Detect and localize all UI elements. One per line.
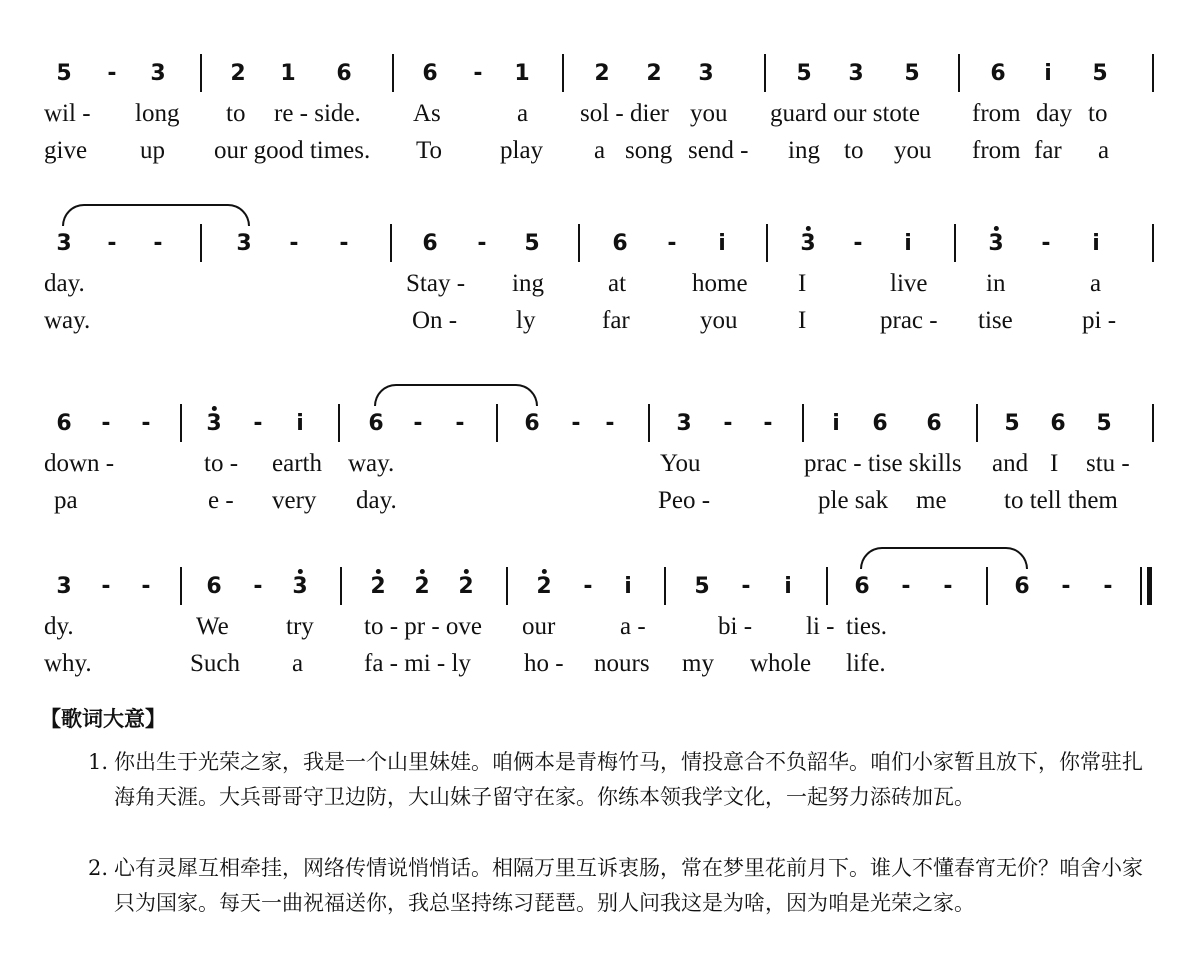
lyric: pa	[54, 487, 78, 514]
barline	[1152, 224, 1154, 262]
note: 3	[292, 573, 307, 601]
note: 6	[872, 411, 888, 436]
tie-arc	[62, 204, 250, 226]
score-system-4	[0, 573, 1192, 733]
lyric: send -	[688, 137, 749, 164]
lyric: a	[292, 650, 304, 677]
lyric: way.	[44, 307, 91, 334]
lyric: to -	[204, 450, 239, 477]
lyric: nours	[594, 650, 650, 677]
barline	[578, 224, 580, 262]
note: 6	[1014, 574, 1030, 599]
note: -	[455, 411, 465, 436]
note: -	[101, 411, 111, 436]
lyric: my	[682, 650, 714, 677]
lyric: life.	[846, 650, 886, 677]
note: 6	[422, 231, 438, 256]
barline	[664, 567, 666, 605]
lyric: give	[44, 137, 88, 164]
note: -	[1061, 574, 1071, 599]
note: 6	[336, 61, 352, 86]
note: 1	[280, 61, 296, 86]
barline	[180, 567, 182, 605]
octave-dot	[464, 569, 469, 574]
final-barline-thin	[1140, 567, 1142, 605]
lyric: pi -	[1082, 307, 1117, 334]
lyric: you	[700, 307, 738, 334]
lyric: try	[286, 613, 314, 640]
lyric: ing	[512, 270, 544, 297]
note: 3	[848, 61, 864, 86]
barline	[648, 404, 650, 442]
note: i	[296, 411, 304, 436]
note: -	[253, 574, 263, 599]
barline	[390, 224, 392, 262]
lyric: On -	[412, 307, 458, 334]
section-title: 【歌词大意】	[40, 706, 166, 731]
note: 5	[56, 61, 72, 86]
note: 3	[56, 574, 72, 599]
note: i	[1044, 61, 1052, 86]
barline	[958, 54, 960, 92]
lyric: far	[602, 307, 630, 334]
score-system-3	[0, 410, 1192, 570]
paragraph-number: 2.	[88, 856, 109, 880]
lyric: song	[625, 137, 673, 164]
note: -	[473, 61, 483, 86]
lyric: from	[972, 137, 1021, 164]
barline	[802, 404, 804, 442]
lyric: To	[416, 137, 443, 164]
score-system-1	[0, 60, 1192, 220]
note: 5	[796, 61, 812, 86]
lyric: As	[413, 100, 441, 127]
octave-dot	[298, 569, 303, 574]
note: -	[107, 61, 117, 86]
lyric: ties.	[846, 613, 887, 640]
lyric: stu -	[1086, 450, 1130, 477]
note: -	[901, 574, 911, 599]
lyric: tise	[978, 307, 1013, 334]
note: -	[583, 574, 593, 599]
lyric: day	[1036, 100, 1073, 127]
octave-dot	[376, 569, 381, 574]
lyric: ly	[516, 307, 536, 334]
note: i	[624, 574, 632, 599]
note: i	[718, 231, 726, 256]
lyric: ple sak	[818, 487, 889, 514]
barline	[200, 224, 202, 262]
note: -	[741, 574, 751, 599]
lyric: to	[1088, 100, 1108, 127]
lyric: bi -	[718, 613, 753, 640]
barline	[1152, 404, 1154, 442]
barline	[496, 404, 498, 442]
lyric: fa - mi - ly	[364, 650, 471, 677]
note: i	[784, 574, 792, 599]
lyric: you	[894, 137, 932, 164]
lyric: down -	[44, 450, 115, 477]
lyric: a	[594, 137, 606, 164]
paragraph-number: 1.	[88, 750, 109, 774]
lyric: a	[1098, 137, 1110, 164]
barline	[180, 404, 182, 442]
paragraph-text: 心有灵犀互相牵挂，网络传情说悄悄话。相隔万里互诉衷肠，常在梦里花前月下。谁人不懂春宵无价？咱舍小家只为国家。每天一曲祝福送你，我总坚持练习琵琶。别人问我这是为啥，因为咱是光荣之家。	[114, 856, 1143, 915]
lyric: guard our stote	[770, 100, 920, 127]
paragraph-1	[88, 745, 1148, 815]
note: i	[904, 231, 912, 256]
octave-dot	[542, 569, 547, 574]
note: 2	[230, 61, 246, 86]
lyric: play	[500, 137, 544, 164]
note: i	[1092, 231, 1100, 256]
barline	[338, 404, 340, 442]
lyric: to	[226, 100, 246, 127]
lyric: I	[798, 270, 807, 297]
note: i	[832, 411, 840, 436]
lyric: sol - dier	[580, 100, 669, 127]
lyric: I	[798, 307, 807, 334]
note: -	[1041, 231, 1051, 256]
lyric: Stay -	[406, 270, 466, 297]
lyric: to tell them	[1004, 487, 1118, 514]
note: 3	[150, 61, 166, 86]
barline	[764, 54, 766, 92]
lyric: ing	[788, 137, 820, 164]
tie-arc	[374, 384, 538, 406]
lyric: from	[972, 100, 1021, 127]
barline	[766, 224, 768, 262]
lyric: home	[692, 270, 748, 297]
note: 5	[904, 61, 920, 86]
note: 6	[368, 411, 384, 436]
score-system-2	[0, 230, 1192, 390]
note: -	[339, 231, 349, 256]
note: 6	[926, 411, 942, 436]
lyric: I	[1050, 450, 1059, 477]
note: -	[141, 411, 151, 436]
barline	[954, 224, 956, 262]
octave-dot	[212, 406, 217, 411]
lyric: up	[140, 137, 165, 164]
note: 5	[1096, 411, 1112, 436]
barline	[826, 567, 828, 605]
note: -	[763, 411, 773, 436]
note: 3	[676, 411, 692, 436]
note: -	[101, 574, 111, 599]
note: 5	[694, 574, 710, 599]
note: 3	[236, 231, 252, 256]
note: 6	[524, 411, 540, 436]
note: 3	[56, 231, 72, 256]
lyric: day.	[44, 270, 85, 297]
note: -	[723, 411, 733, 436]
note: 6	[56, 411, 72, 436]
lyric: very	[272, 487, 317, 514]
lyric: dy.	[44, 613, 74, 640]
octave-dot	[806, 226, 811, 231]
lyric: Such	[190, 650, 240, 677]
note: 3	[206, 410, 221, 438]
note: -	[289, 231, 299, 256]
note: 5	[524, 231, 540, 256]
note: -	[477, 231, 487, 256]
barline	[1152, 54, 1154, 92]
lyric: to - pr - ove	[364, 613, 483, 640]
note: -	[253, 411, 263, 436]
lyric: a	[1090, 270, 1102, 297]
lyric: a	[517, 100, 529, 127]
lyric: ho -	[524, 650, 564, 677]
note: -	[153, 231, 163, 256]
lyric: whole	[750, 650, 812, 677]
barline	[506, 567, 508, 605]
note: 2	[536, 573, 551, 601]
lyric: earth	[272, 450, 322, 477]
note: 3	[800, 230, 815, 258]
note: -	[141, 574, 151, 599]
note: -	[571, 411, 581, 436]
note: -	[667, 231, 677, 256]
lyric: me	[916, 487, 947, 514]
lyric: li -	[806, 613, 835, 640]
lyric: You	[660, 450, 701, 477]
barline	[986, 567, 988, 605]
lyric: wil -	[44, 100, 91, 127]
note: 6	[1050, 411, 1066, 436]
lyric: prac - tise skills	[804, 450, 962, 477]
note: 2	[414, 573, 429, 601]
note: -	[413, 411, 423, 436]
barline	[392, 54, 394, 92]
barline	[976, 404, 978, 442]
lyric: a -	[620, 613, 646, 640]
lyric: long	[135, 100, 180, 127]
note: 6	[206, 574, 222, 599]
note: 3	[988, 230, 1003, 258]
lyric: and	[992, 450, 1029, 477]
note: 2	[370, 573, 385, 601]
octave-dot	[994, 226, 999, 231]
lyric: our good times.	[214, 137, 371, 164]
lyric: We	[196, 613, 229, 640]
barline	[200, 54, 202, 92]
lyric: Peo -	[658, 487, 711, 514]
lyric: day.	[356, 487, 397, 514]
note: 2	[458, 573, 473, 601]
paragraph-text: 你出生于光荣之家，我是一个山里妹娃。咱俩本是青梅竹马，情投意合不负韶华。咱们小家暂且放下，你常驻扎海角天涯。大兵哥哥守卫边防，大山妹子留守在家。你练本领我学文化，一起努力添砖加瓦。	[114, 750, 1143, 809]
note: -	[853, 231, 863, 256]
note: 6	[990, 61, 1006, 86]
note: -	[107, 231, 117, 256]
octave-dot	[420, 569, 425, 574]
paragraph-2	[88, 851, 1148, 921]
barline	[340, 567, 342, 605]
lyric: far	[1034, 137, 1062, 164]
note: -	[1103, 574, 1113, 599]
note: -	[943, 574, 953, 599]
note: 6	[854, 574, 870, 599]
note: 6	[612, 231, 628, 256]
lyric: re - side.	[274, 100, 361, 127]
lyric: prac -	[880, 307, 938, 334]
note: 5	[1092, 61, 1108, 86]
lyric: live	[890, 270, 928, 297]
note: 5	[1004, 411, 1020, 436]
lyric: to	[844, 137, 864, 164]
lyric: you	[690, 100, 728, 127]
lyric: at	[608, 270, 627, 297]
lyric: our	[522, 613, 556, 640]
lyric: way.	[348, 450, 395, 477]
note: 1	[514, 61, 530, 86]
lyric: e -	[208, 487, 234, 514]
note: 6	[422, 61, 438, 86]
note: 2	[594, 61, 610, 86]
lyric: in	[986, 270, 1006, 297]
note: 3	[698, 61, 714, 86]
note: 2	[646, 61, 662, 86]
lyric: why.	[44, 650, 92, 677]
note: -	[605, 411, 615, 436]
barline	[562, 54, 564, 92]
final-barline-thick	[1147, 567, 1152, 605]
tie-arc	[860, 547, 1028, 569]
